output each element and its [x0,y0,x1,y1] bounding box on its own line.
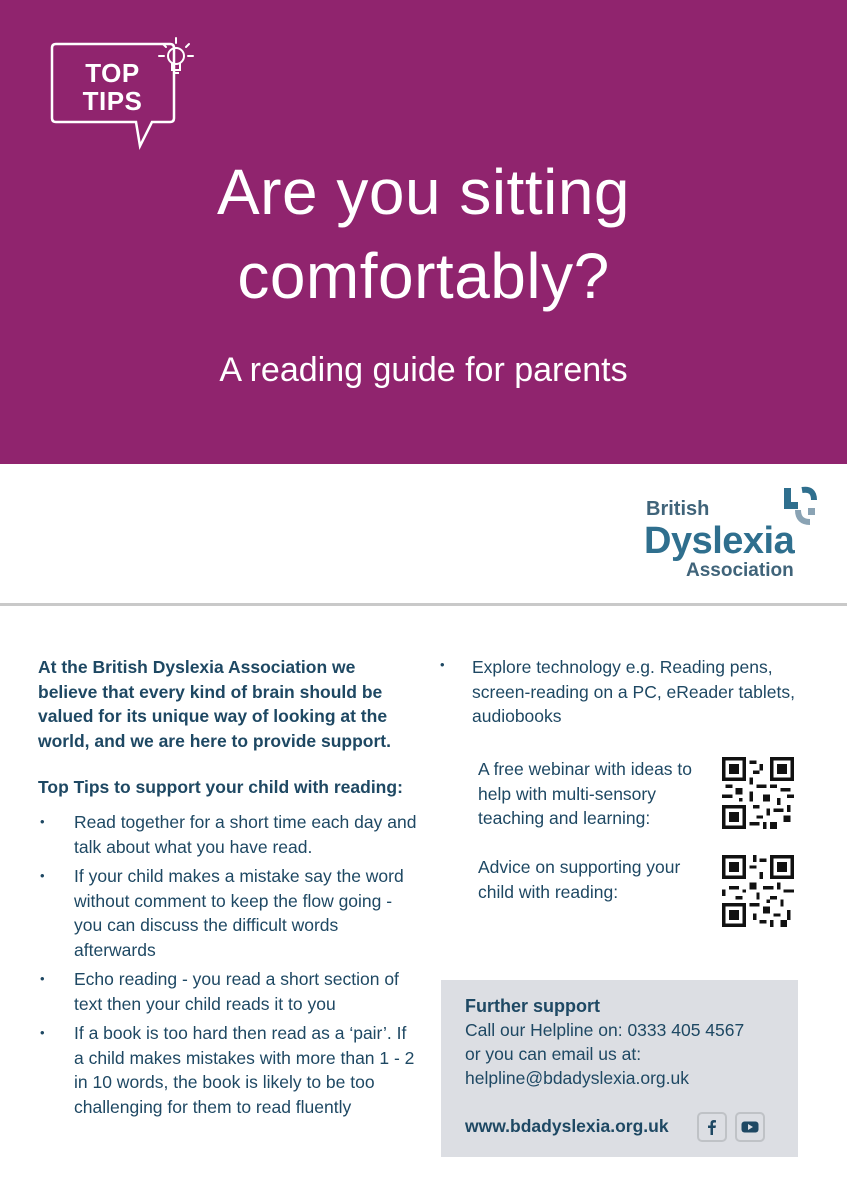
page-subtitle: A reading guide for parents [219,351,628,389]
webinar-text: A free webinar with ideas to help with multi-sensory teaching and learning: [478,759,693,828]
tip-item: • Echo reading - you read a short section of text then your child reads it to you [38,967,418,1016]
logo-text-association: Association [686,560,794,581]
hero-banner [0,0,847,464]
badge-line1: TOP [85,58,140,88]
email-link[interactable]: helpline@bdadyslexia.org.uk [465,1068,690,1088]
title-line2: comfortably? [237,240,610,312]
technology-tip: • Explore technology e.g. Reading pens, screen-reading on a PC, eReader tablets, audiobooks [440,655,810,729]
badge-line2: TIPS [82,86,143,116]
tip-item: • If a book is too hard then read as a ‘pair’. If a child makes mistakes with more than 1 - 2 in 10 words, the book is likely to be too challenging for them to read fluently [38,1021,418,1119]
tip-item: • Read together for a short time each day and talk about what you have read. [38,810,418,859]
advice-qr-code-icon[interactable] [722,855,794,927]
support-title: Further support [465,996,600,1016]
helpline-text: Call our Helpline on: 0333 405 4567 [465,1020,745,1040]
title-line1: Are you sitting [216,156,631,228]
tip-item: • If your child makes a mistake say the word without comment to keep the flow going - you can discuss the difficult words afterwards [38,864,418,962]
bda-logo-mark-icon [780,484,822,526]
intro-paragraph: At the British Dyslexia Association we believe that every kind of brain should be valued for its unique way of looking at the world, and we are here to provide support. [38,657,391,751]
top-tips-label [50,59,175,115]
section-divider [0,603,847,606]
left-column [38,655,418,1124]
logo-text-dyslexia: Dyslexia [644,520,795,562]
page-title [0,150,847,318]
tips-heading: Top Tips to support your child with reading: [38,777,403,797]
webinar-block [478,757,808,831]
website-link[interactable]: www.bdadyslexia.org.uk [465,1116,669,1136]
advice-block [478,855,808,904]
further-support-box [441,980,798,1157]
youtube-icon[interactable] [735,1112,765,1142]
logo-text-british: British [646,498,710,520]
support-footer [465,1112,785,1142]
webinar-qr-code-icon[interactable] [722,757,794,829]
facebook-icon[interactable] [697,1112,727,1142]
advice-text: Advice on supporting your child with reading: [478,857,681,902]
bda-logo [640,484,830,584]
top-tips-badge [50,34,200,154]
email-intro-text: or you can email us at: [465,1044,642,1064]
tips-list [38,810,418,1119]
